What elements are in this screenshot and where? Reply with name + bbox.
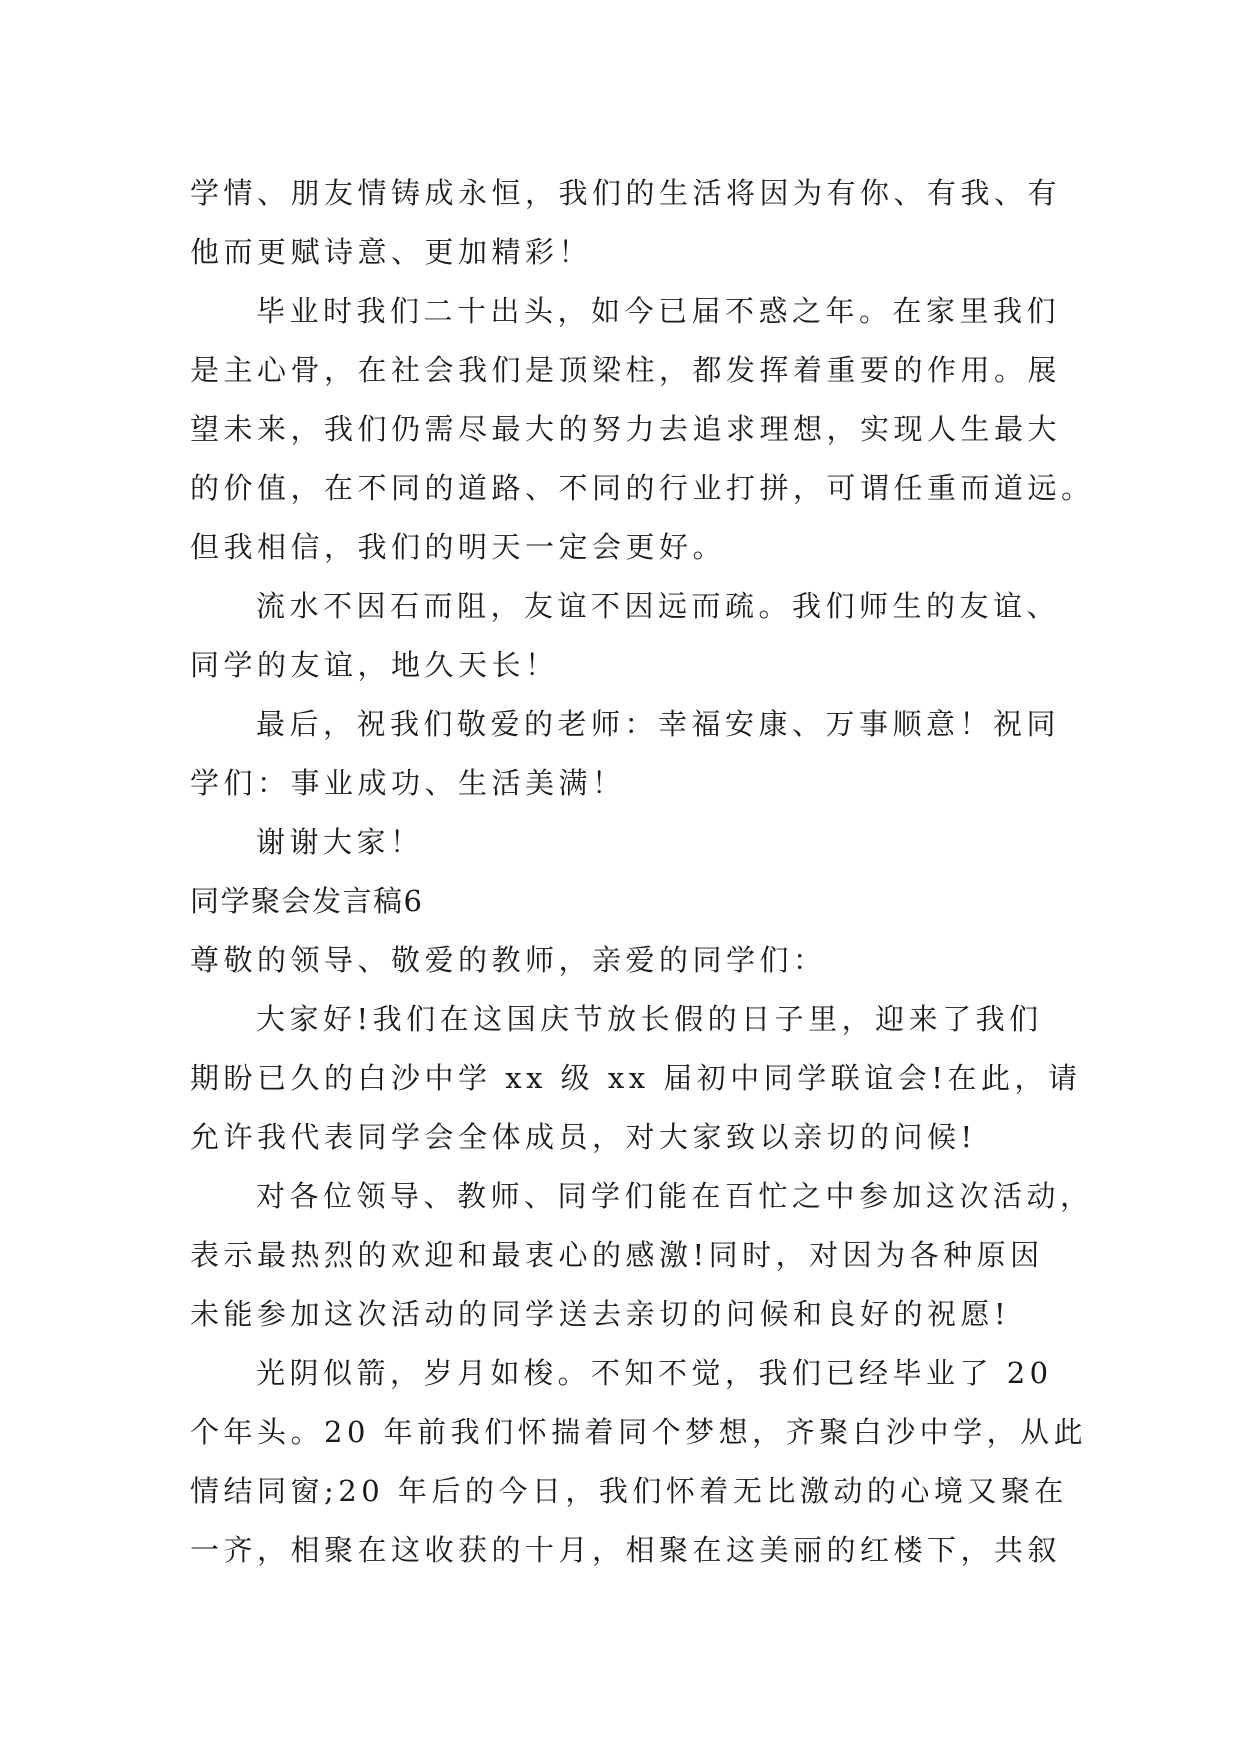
text-line: 望未来，我们仍需尽最大的努力去追求理想，实现人生最大 bbox=[190, 412, 1062, 446]
text-line: 但我相信，我们的明天一定会更好。 bbox=[190, 530, 727, 564]
section-heading: 同学聚会发言稿6 bbox=[190, 884, 424, 918]
text-line: 的价值，在不同的道路、不同的行业打拼，可谓任重而道远。 bbox=[190, 471, 1095, 505]
paragraph-start-line: 对各位领导、教师、同学们能在百忙之中参加这次活动， bbox=[256, 1179, 1094, 1213]
text-line: 学情、朋友情铸成永恒，我们的生活将因为有你、有我、有 bbox=[190, 176, 1062, 210]
text-line: 同学的友谊，地久天长！ bbox=[190, 648, 559, 682]
text-line: 他而更赋诗意、更加精彩！ bbox=[190, 235, 593, 269]
text-line: 是主心骨，在社会我们是顶梁柱，都发挥着重要的作用。展 bbox=[190, 353, 1062, 387]
paragraph-start-line: 谢谢大家！ bbox=[256, 825, 424, 859]
paragraph-start-line: 大家好!我们在这国庆节放长假的日子里，迎来了我们 bbox=[256, 1002, 1043, 1036]
salutation-line: 尊敬的领导、敬爱的教师，亲爱的同学们： bbox=[190, 943, 827, 977]
paragraph-start-line: 最后，祝我们敬爱的老师：幸福安康、万事顺意！祝同 bbox=[256, 707, 1061, 741]
text-line: 表示最热烈的欢迎和最衷心的感激!同时，对因为各种原因 bbox=[190, 1238, 1044, 1272]
text-line: 允许我代表同学会全体成员，对大家致以亲切的问候! bbox=[190, 1120, 977, 1154]
paragraph-start-line: 流水不因石而阻，友谊不因远而疏。我们师生的友谊、 bbox=[256, 589, 1061, 623]
text-line: 未能参加这次活动的同学送去亲切的问候和良好的祝愿! bbox=[190, 1297, 1011, 1331]
text-line: 情结同窗;20 年后的今日，我们怀着无比激动的心境又聚在 bbox=[190, 1474, 1068, 1508]
document-page bbox=[190, 164, 1095, 1580]
paragraph-start-line: 光阴似箭，岁月如梭。不知不觉，我们已经毕业了 20 bbox=[256, 1356, 1053, 1390]
text-line: 学们：事业成功、生活美满！ bbox=[190, 766, 626, 800]
text-line: 个年头。20 年前我们怀揣着同个梦想，齐聚白沙中学，从此 bbox=[190, 1415, 1088, 1449]
paragraph-start-line: 毕业时我们二十出头，如今已届不惑之年。在家里我们 bbox=[256, 294, 1061, 328]
text-line: 期盼已久的白沙中学 xx 级 xx 届初中同学联谊会!在此，请 bbox=[190, 1061, 1082, 1095]
text-line: 一齐，相聚在这收获的十月，相聚在这美丽的红楼下，共叙 bbox=[190, 1533, 1062, 1567]
